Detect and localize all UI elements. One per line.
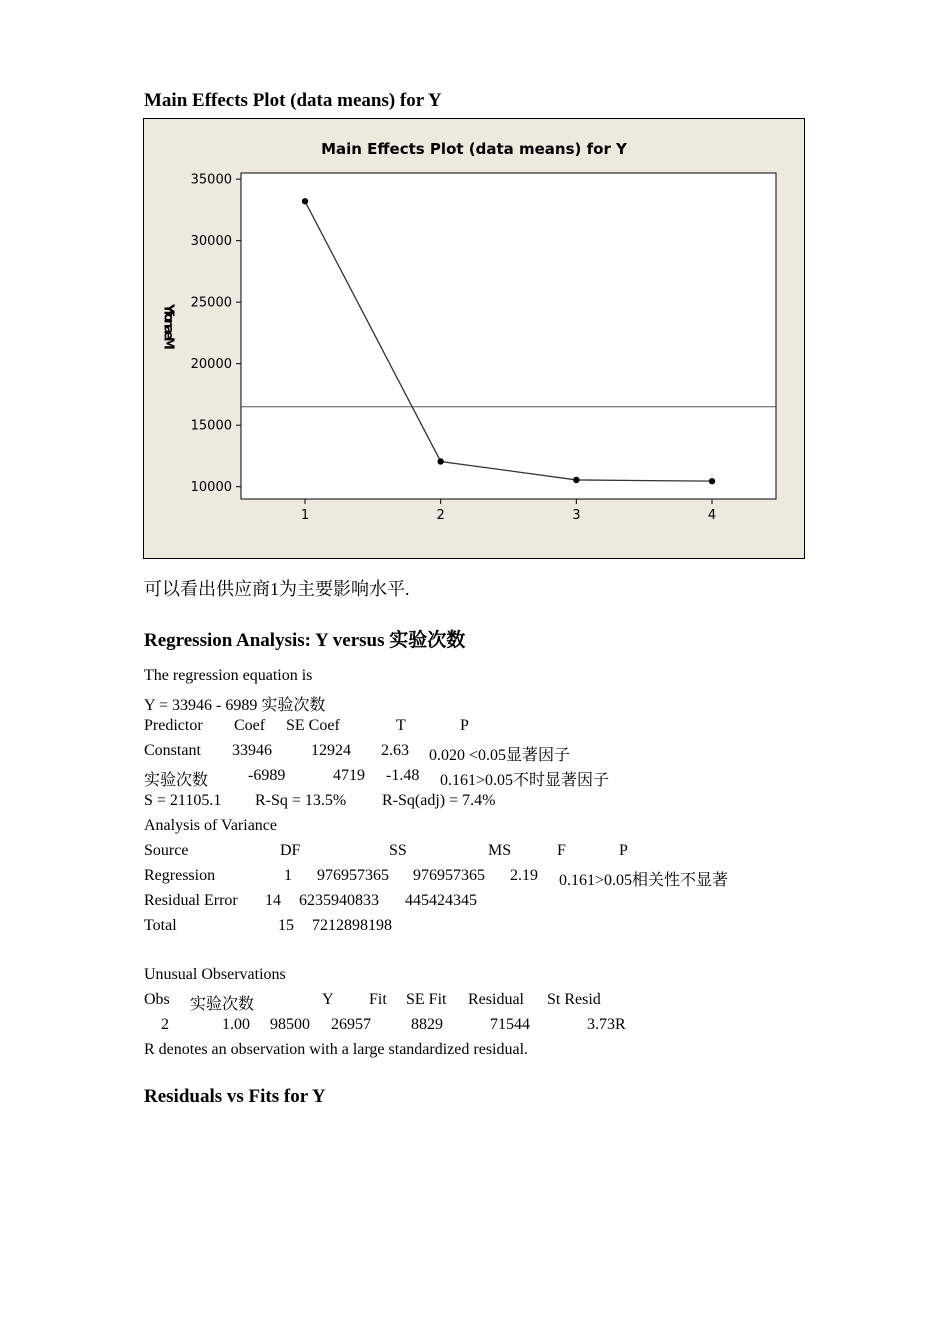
- unusual-header-se-fit: SE Fit: [406, 991, 447, 1008]
- unusual-cell: 26957: [331, 1016, 371, 1033]
- coef-cell: 4719: [333, 767, 365, 784]
- anova-cell: 2.19: [510, 867, 538, 884]
- fit-stat-rsq-adj: R-Sq(adj) = 7.4%: [382, 792, 496, 809]
- data-point: [437, 458, 443, 464]
- unusual-cell: 8829: [411, 1016, 443, 1033]
- fit-stat-rsq: R-Sq = 13.5%: [255, 792, 347, 809]
- y-tick-label: 15000: [190, 418, 232, 434]
- unusual-header-y: Y: [322, 991, 334, 1008]
- coef-cell: Constant: [144, 742, 201, 759]
- anova-header-df: DF: [280, 842, 301, 859]
- anova-cell: 0.161>0.05相关性不显著: [559, 872, 729, 889]
- coef-cell: -1.48: [386, 767, 420, 784]
- anova-header-ms: MS: [488, 842, 512, 859]
- coef-cell: 12924: [311, 742, 351, 759]
- section-heading-residuals: Residuals vs Fits for Y: [144, 1086, 326, 1107]
- y-axis-label-text: YfonaeM: [160, 304, 176, 347]
- y-tick-label: 35000: [190, 172, 232, 188]
- plot-area: [241, 173, 776, 499]
- section-heading-main-effects: Main Effects Plot (data means) for Y: [144, 90, 442, 111]
- anova-cell: 6235940833: [299, 892, 379, 909]
- unusual-cell: 71544: [490, 1016, 530, 1033]
- x-tick-label: 1: [300, 508, 310, 523]
- unusual-cell: 3.73R: [587, 1016, 626, 1033]
- x-tick-label: 3: [572, 508, 581, 523]
- anova-cell: 976957365: [413, 867, 485, 884]
- y-tick-label: 30000: [190, 234, 232, 250]
- conclusion-text: 可以看出供应商1为主要影响水平.: [144, 579, 410, 599]
- x-axis-ticks: [301, 499, 716, 523]
- coef-cell: 0.020 <0.05显著因子: [429, 747, 571, 764]
- unusual-cell: 1.00: [222, 1016, 250, 1033]
- y-axis-ticks: [191, 173, 241, 496]
- section-heading-regression: Regression Analysis: Y versus 实验次数: [144, 630, 466, 651]
- y-tick-label: 20000: [190, 357, 232, 373]
- x-tick-label: 2: [436, 508, 445, 523]
- coef-cell: 实验次数: [144, 772, 209, 789]
- fit-stat-s: S = 21105.1: [144, 792, 222, 809]
- chart-title: Main Effects Plot (data means) for Y: [321, 140, 627, 158]
- anova-header-f: F: [557, 842, 566, 859]
- y-tick-label: 10000: [190, 480, 232, 496]
- unusual-header-trial: 实验次数: [190, 996, 255, 1013]
- anova-header-ss: SS: [389, 842, 407, 859]
- anova-header-source: Source: [144, 842, 189, 859]
- coef-cell: -6989: [248, 767, 286, 784]
- unusual-header-obs: Obs: [144, 991, 170, 1008]
- unusual-observations-label: Unusual Observations: [144, 966, 286, 983]
- anova-cell: 976957365: [317, 867, 389, 884]
- anova-cell: Residual Error: [144, 892, 238, 909]
- main-effects-figure: [143, 118, 805, 559]
- unusual-header-fit: Fit: [369, 991, 387, 1008]
- data-point: [709, 478, 715, 484]
- unusual-header-st-resid: St Resid: [547, 991, 601, 1008]
- anova-cell: 7212898198: [312, 917, 392, 934]
- y-tick-label: 25000: [190, 295, 232, 311]
- unusual-header-residual: Residual: [468, 991, 524, 1008]
- coef-header-coef: Coef: [234, 717, 266, 734]
- coef-cell: 0.161>0.05不时显著因子: [440, 772, 610, 789]
- x-tick-label: 4: [707, 508, 717, 523]
- anova-label: Analysis of Variance: [144, 817, 277, 834]
- coef-header-predictor: Predictor: [144, 717, 203, 734]
- anova-cell: 445424345: [405, 892, 477, 909]
- anova-header-p: P: [619, 842, 628, 859]
- coef-header-se-coef: SE Coef: [286, 717, 340, 734]
- coef-header-t: T: [396, 717, 406, 734]
- regression-equation-label: The regression equation is: [144, 667, 313, 684]
- coef-header-p: P: [460, 717, 469, 734]
- unusual-cell: 2: [161, 1016, 169, 1033]
- data-point: [302, 198, 308, 204]
- anova-cell: 1: [284, 867, 292, 884]
- anova-cell: Total: [144, 917, 177, 934]
- coef-cell: 2.63: [381, 742, 409, 759]
- data-point: [573, 477, 579, 483]
- anova-cell: Regression: [144, 867, 216, 884]
- anova-cell: 15: [278, 917, 294, 934]
- unusual-cell: 98500: [270, 1016, 310, 1033]
- residual-footnote: R denotes an observation with a large standardized residual.: [144, 1041, 529, 1058]
- y-axis-label: [161, 303, 176, 349]
- main-effects-chart: [144, 119, 806, 560]
- coef-cell: 33946: [232, 742, 272, 759]
- regression-equation: Y = 33946 - 6989 实验次数: [144, 697, 326, 714]
- anova-cell: 14: [265, 892, 281, 909]
